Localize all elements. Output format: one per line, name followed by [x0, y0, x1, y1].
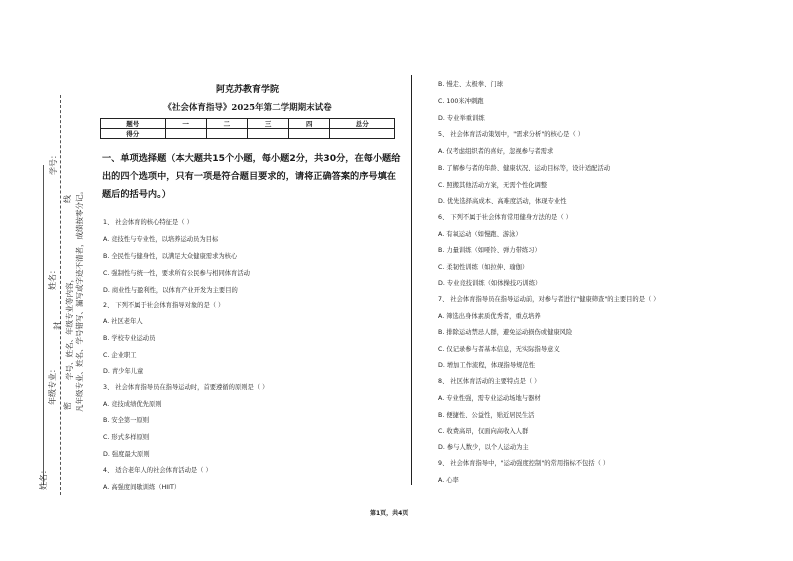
- line-char: 线: [63, 195, 72, 203]
- answer-option: D. 强度最大原则: [103, 451, 150, 458]
- answer-option: C. 100米冲刺跑: [438, 98, 484, 105]
- answer-option: B. 了解参与者的年龄、健康状况、运动目标等，设计适配活动: [438, 165, 611, 172]
- answer-option: B. 力量训练（如哑铃、弹力带练习）: [438, 247, 541, 254]
- grade-major-label: 年级专业：: [48, 365, 57, 405]
- score-cell-label: 题号: [101, 119, 166, 129]
- answer-option: D. 专业竞技训练（如体操技巧训练）: [438, 280, 542, 287]
- score-cell-1: 一: [165, 119, 206, 129]
- binding-solid-line: [43, 165, 44, 485]
- school-title: 阿克苏教育学院: [215, 85, 279, 95]
- score-row-label: 得分: [101, 129, 166, 139]
- question-stem: 4、 适合老年人的社会体育活动是（ ）: [103, 467, 212, 474]
- score-input-1[interactable]: [165, 129, 206, 139]
- answer-option: B. 全民性与健身性，以满足大众健康需求为核心: [103, 253, 238, 260]
- answer-option: A. 竞技成绩优先原则: [103, 401, 162, 408]
- page-number: 第1页，共4页: [370, 510, 409, 517]
- answer-option: D. 增加工作流程，体现指导规范性: [438, 362, 536, 369]
- question-stem: 9、 社会体育指导中，"运动强度控制"的常用指标不包括（ ）: [438, 460, 610, 467]
- answer-option: D. 参与人数少，以个人运动为主: [438, 444, 529, 451]
- answer-option: C. 照搬其他活动方案，无需个性化调整: [438, 182, 548, 189]
- seal-char: 封: [53, 322, 62, 330]
- answer-option: C. 企业职工: [103, 352, 137, 359]
- answer-option: A. 心率: [438, 477, 459, 484]
- score-input-2[interactable]: [206, 129, 247, 139]
- exam-title: 《社会体育指导》2025年第二学期期末试卷: [163, 103, 332, 113]
- score-table: [100, 118, 395, 139]
- binding-notice-1: 学号、姓名、年级专业等内容，: [65, 275, 74, 380]
- score-input-total[interactable]: [330, 129, 395, 139]
- answer-option: B. 便捷性、公益性，贴近居民生活: [438, 412, 535, 419]
- binding-dashed-line: [60, 95, 61, 495]
- score-cell-total: 总分: [330, 119, 395, 129]
- answer-option: B. 排除运动禁忌人群，避免运动损伤或健康风险: [438, 329, 573, 336]
- dense-char: 密: [63, 402, 72, 410]
- answer-option: A. 有氧运动（如慢跑、游泳）: [438, 231, 522, 238]
- answer-option: C. 收费高昂，仅面向高收入人群: [438, 428, 529, 435]
- section-heading: 一、单项选择题（本大题共15个小题，每小题2分，共30分，在每小题给出的四个选项中，只有一项是符合题目要求的，请将正确答案的序号填在题后的括号内。）: [102, 153, 401, 200]
- answer-option: A. 高强度间歇训练（HIIT）: [103, 484, 181, 491]
- question-stem: 8、 社区体育活动的主要特点是（ ）: [438, 378, 541, 385]
- score-table-score-row: [101, 129, 395, 139]
- question-stem: 7、 社会体育指导员在指导运动前，对参与者进行"健康筛查"的主要目的是（ ）: [438, 296, 660, 303]
- answer-option: A. 仅考虑组织者的喜好，忽视参与者需求: [438, 148, 554, 155]
- left-name-label: 姓名：: [39, 466, 48, 490]
- question-stem: 3、 社会体育指导员在指导运动时，首要遵循的原则是（ ）: [103, 384, 269, 391]
- score-cell-2: 二: [206, 119, 247, 129]
- student-id-label: 学号：: [49, 151, 58, 175]
- answer-option: B. 学校专业运动员: [103, 335, 156, 342]
- score-cell-4: 四: [289, 119, 330, 129]
- answer-option: A. 社区老年人: [103, 318, 143, 325]
- answer-option: A. 专业性强，需专业运动场地与器材: [438, 395, 541, 402]
- answer-option: C. 柔韧性训练（如拉伸、瑜伽）: [438, 264, 529, 271]
- answer-option: D. 专业举重训练: [438, 115, 485, 122]
- answer-option: C. 形式多样原则: [103, 434, 150, 441]
- answer-option: D. 青少年儿童: [103, 368, 144, 375]
- score-cell-3: 三: [247, 119, 288, 129]
- answer-option: D. 优先选择高成本、高难度活动，体现专业性: [438, 198, 567, 205]
- question-stem: 1、 社会体育的核心特征是（ ）: [103, 219, 193, 226]
- name-label: 姓名：: [48, 266, 57, 290]
- answer-option: A. 筛选出身体素质优秀者，重点培养: [438, 313, 541, 320]
- binding-notice-2: 凡年级专业、姓名、学号错写、漏写或字迹不清者，成绩按零分记。: [75, 187, 84, 412]
- answer-option: A. 竞技性与专业性，以培养运动员为目标: [103, 236, 219, 243]
- answer-option: B. 慢走、太极拳、门球: [438, 81, 503, 88]
- answer-option: C. 强制性与统一性，要求所有公民参与相同体育活动: [103, 270, 250, 277]
- answer-option: B. 安全第一原则: [103, 417, 150, 424]
- answer-option: D. 商业性与盈利性，以体育产业开发为主要目的: [103, 287, 238, 294]
- answer-option: C. 仅记录参与者基本信息，无实际指导意义: [438, 346, 560, 353]
- question-stem: 2、 下列不属于社会体育指导对象的是（ ）: [103, 302, 225, 309]
- column-divider: [411, 75, 412, 485]
- score-input-4[interactable]: [289, 129, 330, 139]
- question-stem: 6、 下列不属于社会体育常用健身方法的是（ ）: [438, 214, 572, 221]
- score-table-header-row: [101, 119, 395, 129]
- question-stem: 5、 社会体育活动策划中，"需求分析"的核心是（ ）: [438, 131, 585, 138]
- score-input-3[interactable]: [247, 129, 288, 139]
